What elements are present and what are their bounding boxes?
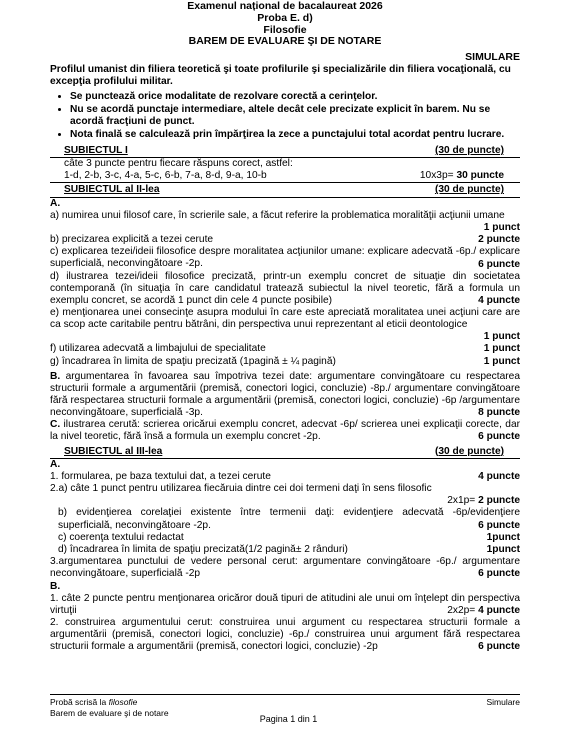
section-1-points: (30 de puncte)	[434, 144, 504, 156]
s3-item-b1: 1. câte 2 puncte pentru menţionarea oricăror două tipuri de atitudini ale unui om înţelept din perspectiva virtuţii	[50, 592, 520, 616]
document-title: BAREM DE EVALUARE ŞI DE NOTARE	[188, 35, 382, 48]
s3-item-a1-text: 1. formularea, pe baza textului dat, a tezei cerute	[50, 470, 271, 482]
s2-item-d-points: 4 puncte	[478, 294, 520, 306]
s2-item-d: d) ilustrarea tezei/ideii filosofice precizată, printr-un exemplu concret de situaţie din societatea contemporană (în situaţia în care candidatul tratează subiectul la nivel teoretic, fără a formula un exemplu concret, se acordă 1 punct din cele 4 puncte posibile)	[50, 270, 520, 306]
s2-item-e-points: 1 punct	[483, 331, 520, 343]
s3-item-c	[50, 532, 520, 544]
s3-item-a3-points: 6 puncte	[478, 568, 520, 580]
section-3-body	[50, 458, 520, 654]
section-1-answers: 1-d, 2-b, 3-c, 4-a, 5-c, 6-b, 7-a, 8-d, 9-a, 10-b	[64, 170, 267, 182]
section-3-part-a: A.	[50, 458, 61, 470]
section-1-instructions: câte 3 puncte pentru fiecare răspuns corect, astfel:	[64, 158, 293, 170]
s2-item-b-points: 2 puncte	[478, 234, 520, 246]
section-1-answers-row	[64, 170, 520, 182]
s2-part-c-points: 6 puncte	[478, 431, 520, 443]
section-2-points: (30 de puncte)	[434, 184, 504, 196]
rule-item: • Nota finală se calculează prin împărţirea la zece a punctajului total acordat pentru lucrare.	[70, 129, 520, 141]
s3-item-a2-total	[50, 495, 520, 507]
s3-item-b2: 2. construirea argumentului cerut: construirea unui argument cu respectarea structurii formale a argumentării (premisă, conectori logici, concluzie) -6p./ construirea unui argument fără respectarea structurii formale a argumentării (premisă, conectori logici, concluzie) -2p	[50, 617, 520, 653]
s3-item-b: b) evidenţierea corelaţiei existente între termenii daţi: evidenţiere adecvată -6p/evidenţiere superficială, neconvingătoare -2p.	[58, 507, 520, 531]
section-2-header	[50, 184, 520, 196]
section-1-body	[50, 157, 520, 183]
s3-item-a2-calc: 2x1p=	[447, 495, 476, 507]
s3-item-a1-points: 4 puncte	[478, 470, 520, 482]
rules-list	[50, 91, 520, 141]
footer-exam-prefix: Probă scrisă la	[50, 697, 109, 707]
section-1-title: SUBIECTUL I	[64, 144, 128, 156]
s3-item-b1-points: 4 puncte	[478, 604, 520, 616]
footer-barem-label: Barem de evaluare şi de notare	[50, 708, 169, 719]
section-2-part-a: A.	[50, 197, 61, 209]
s3-item-a1	[50, 471, 520, 483]
s3-item-d	[50, 544, 520, 556]
document-page	[50, 0, 520, 653]
section-1-calc: 10x3p=	[419, 170, 454, 182]
rule-item: • Nu se acordă punctaje intermediare, altele decât cele precizate explicit în barem. Nu se acordă fracţiuni de punct.	[70, 104, 520, 128]
s3-item-d-points: 1punct	[486, 544, 520, 555]
exam-subject: Filosofie	[263, 23, 307, 36]
section-3-title: SUBIECTUL al III-lea	[64, 445, 163, 457]
section-2-title: SUBIECTUL al II-lea	[64, 184, 160, 196]
section-3-points: (30 de puncte)	[434, 445, 504, 457]
section-2-body	[50, 197, 520, 444]
s3-item-a2: 2.a) câte 1 punct pentru utilizarea fiecăruia dintre cei doi termeni daţi în sens filosofic	[50, 483, 432, 495]
s2-item-g-text: g) încadrarea în limita de spaţiu precizată (1pagină ± ¼ pagină)	[50, 355, 336, 367]
s3-item-b-points: 6 puncte	[478, 519, 520, 531]
s3-item-c-text: c) coerenţa textului redactat	[58, 531, 184, 543]
s2-item-f-text: f) utilizarea adecvată a limbajului de specialitate	[50, 343, 266, 355]
footer-exam-label	[50, 697, 137, 708]
s3-item-a3: 3.argumentarea punctului de vedere personal cerut: argumentare convingătoare -6p./ argumentare neconvingătoare, superficială -2p	[50, 556, 520, 580]
s3-item-b2-points: 6 puncte	[478, 641, 520, 653]
section-1-total-points: 30 puncte	[456, 170, 504, 182]
exam-title: Examenul național de bacalaureat 2026	[187, 0, 383, 12]
s2-item-a-points: 1 punct	[483, 221, 520, 233]
s2-item-b-text: b) precizarea explicită a tezei cerute	[50, 234, 214, 246]
s2-item-a: a) numirea unui filosof care, în scrierile sale, a făcut referire la problematica moralităţii acţiunii umane	[50, 209, 505, 221]
footer-exam-subject: filosofie	[108, 697, 138, 707]
exam-test: Proba E. d)	[257, 11, 313, 24]
page-number: Pagina 1 din 1	[259, 714, 318, 724]
s2-part-c-text: ilustrarea cerută: scrierea oricărui exemplu concret, adecvat -6p/ scrierea unei explicaţii corecte, dar la nivel teoretic, fără însă a formula un exemplu concret -2p.	[50, 419, 520, 443]
s2-item-c-points: 6 puncte	[478, 258, 520, 270]
section-3-part-b: B.	[50, 580, 61, 592]
section-1-header	[50, 145, 520, 157]
s2-part-b-text: argumentarea în favoarea sau împotriva tezei date: argumentare convingătoare cu respectarea structurii formale a argumentării (premisă, conectori logici, concluzie) -8p./ argumentare convingătoare fără respectarea structurii formale a argumentării (premisă, conectori logici, concluzie) -6p /argumentare neconvingătoare, superficială -3p.	[50, 370, 520, 418]
s3-item-d-text: d) încadrarea în limita de spaţiu precizată(1/2 pagină± 2 rânduri)	[58, 544, 348, 555]
simulare-label: SIMULARE	[465, 51, 520, 63]
rule-item: • Se punctează orice modalitate de rezolvare corectă a cerinţelor.	[70, 91, 520, 103]
s2-item-g-points: 1 punct	[483, 355, 520, 367]
s3-item-b1-total	[50, 605, 520, 617]
s2-item-e: e) menţionarea unei consecinţe asupra modului în care este apreciată moralitatea unei acţiuni care are ca scop acte caritabile pentru bătrâni, din perspectiva unui reprezentant al eticii deontologice	[50, 307, 520, 331]
footer-row-1	[50, 697, 520, 708]
s2-part-b-label: B.	[50, 370, 61, 382]
footer-simulare: Simulare	[486, 697, 520, 707]
section-1-total	[420, 170, 504, 182]
s3-item-b1-calc: 2x2p=	[447, 604, 476, 616]
s2-part-b-points: 8 puncte	[478, 406, 520, 418]
s2-item-f	[50, 343, 520, 355]
s2-item-g	[50, 356, 520, 368]
s2-item-b	[50, 234, 520, 246]
profile-text: Profilul umanist din filiera teoretică şi toate profilurile şi specializările din filiera vocaţională, cu excepţia profilului militar.	[50, 63, 511, 87]
s3-item-c-points: 1punct	[486, 531, 520, 543]
s3-item-a2-points: 2 puncte	[478, 495, 520, 507]
document-header	[50, 1, 520, 48]
s2-part-c-label: C.	[50, 419, 61, 431]
s2-item-f-points: 1 punct	[483, 343, 520, 355]
section-3-header	[50, 446, 520, 458]
s2-item-c: c) explicarea tezei/ideii filosofice despre moralitatea acţiunilor umane: explicare adecvată -6p./ explicare superficială, neconvingătoare -2p.	[50, 246, 520, 270]
